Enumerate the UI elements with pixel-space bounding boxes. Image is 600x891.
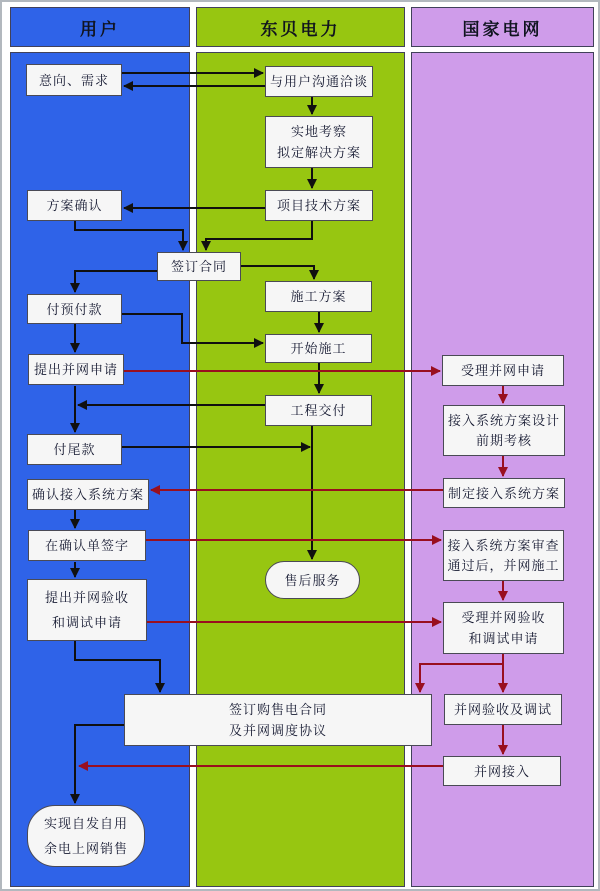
lane-header-grid: 国家电网 — [411, 7, 594, 47]
node-survey: 实地考察 拟定解决方案 — [265, 116, 373, 168]
arrow-apply-acceptance-to-sign-ppa — [75, 641, 160, 692]
node-communicate: 与用户沟通洽谈 — [265, 66, 373, 97]
node-tech-scheme: 项目技术方案 — [265, 190, 373, 221]
node-project-delivery: 工程交付 — [265, 395, 372, 426]
node-pay-final: 付尾款 — [27, 434, 122, 465]
node-accept-acceptance: 受理并网验收 和调试申请 — [443, 602, 564, 654]
node-self-use: 实现自发自用 余电上网销售 — [27, 805, 145, 867]
node-start-construction: 开始施工 — [265, 334, 372, 363]
node-construction-scheme: 施工方案 — [265, 281, 372, 312]
node-apply-acceptance: 提出并网验收 和调试申请 — [27, 579, 147, 641]
node-scheme-approved-construction: 接入系统方案审查 通过后，并网施工 — [443, 530, 564, 581]
node-accept-grid-application: 受理并网申请 — [442, 355, 564, 386]
node-sign-ppa: 签订购售电合同 及并网调度协议 — [124, 694, 432, 746]
node-grid-connection: 并网接入 — [443, 756, 561, 786]
node-system-design-review: 接入系统方案设计 前期考核 — [443, 405, 565, 456]
node-apply-grid: 提出并网申请 — [28, 354, 124, 385]
arrow-tech-scheme-to-sign-contract — [206, 221, 312, 250]
lane-header-user: 用户 — [10, 7, 190, 47]
arrow-plan-confirm-to-sign-contract — [75, 221, 183, 250]
node-confirm-access-scheme: 确认接入系统方案 — [27, 479, 149, 510]
arrow-sign-contract-to-pay-advance — [75, 271, 157, 292]
node-acceptance-testing: 并网验收及调试 — [444, 694, 562, 725]
arrow-sign-contract-to-construction-scheme — [241, 266, 314, 279]
arrow-sign-ppa-to-self-use — [75, 725, 124, 803]
node-make-access-scheme: 制定接入系统方案 — [443, 478, 565, 508]
node-sign-confirmation: 在确认单签字 — [28, 530, 146, 561]
node-intent: 意向、需求 — [26, 64, 122, 96]
node-plan-confirm: 方案确认 — [27, 190, 122, 221]
node-after-sales: 售后服务 — [265, 561, 360, 599]
node-sign-contract: 签订合同 — [157, 252, 241, 281]
arrow-accept-acceptance-to-sign-ppa — [420, 664, 503, 692]
node-pay-advance: 付预付款 — [27, 294, 122, 324]
arrow-pay-advance-to-start-construction — [122, 314, 263, 343]
lane-header-company: 东贝电力 — [196, 7, 405, 47]
